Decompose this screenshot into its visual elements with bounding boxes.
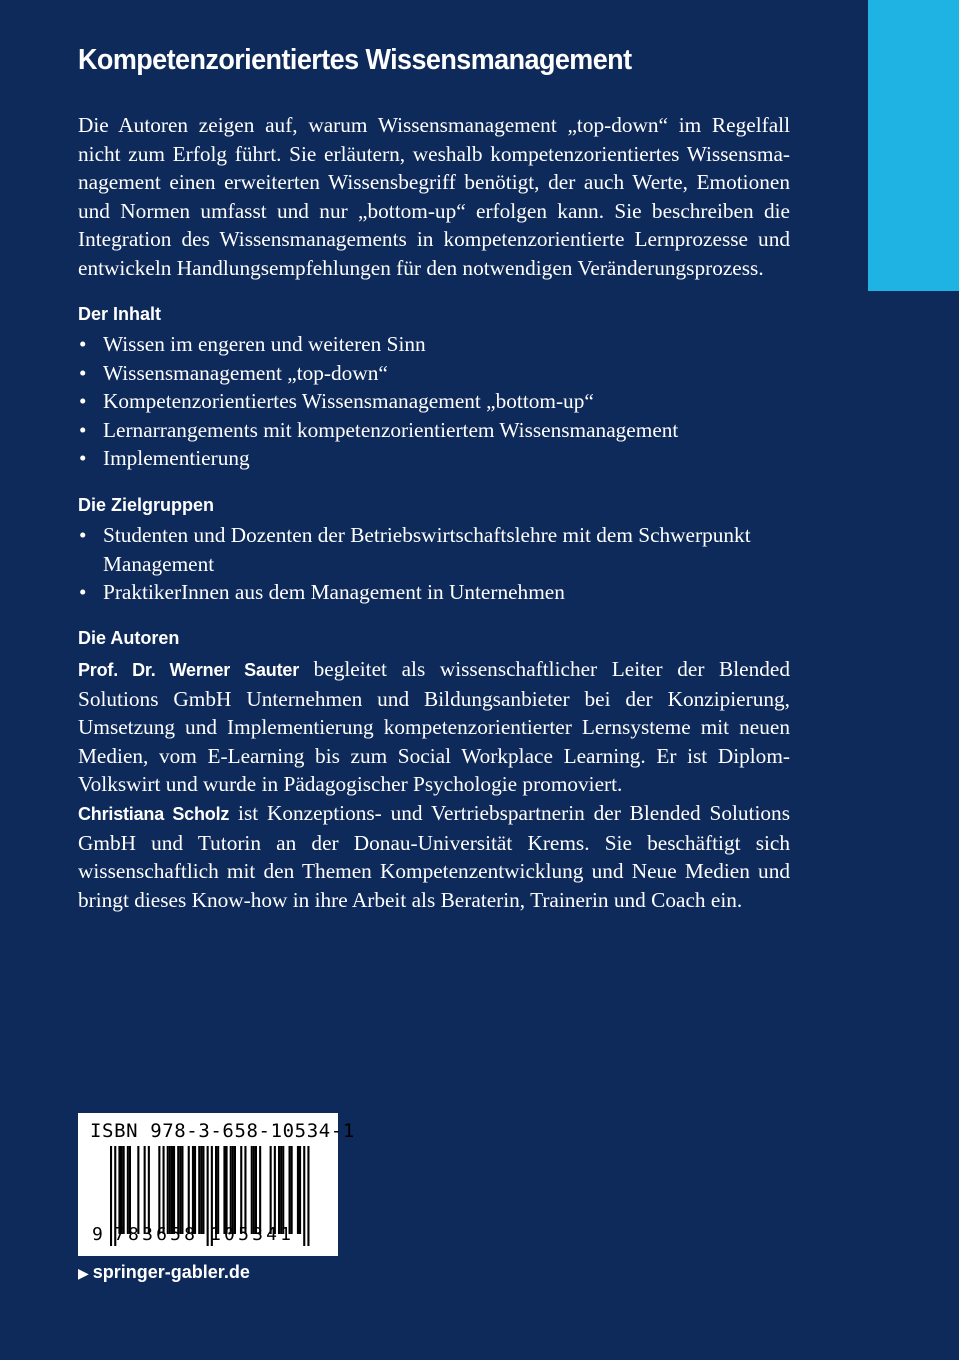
barcode-bar	[148, 1146, 150, 1234]
barcode-bar	[202, 1146, 204, 1234]
barcode-bar	[194, 1146, 196, 1234]
barcode-bar	[307, 1146, 309, 1246]
inhalt-heading: Der Inhalt	[78, 304, 162, 324]
bullet-icon: •	[79, 523, 87, 547]
author-paragraph-scholz	[78, 799, 790, 914]
list-item	[78, 521, 790, 578]
list-item-text: Lernarrangements mit kompetenzorientiertem Wissensmanagement	[103, 417, 679, 442]
list-item	[78, 416, 790, 445]
triangle-right-icon: ▶	[78, 1265, 89, 1281]
zielgruppen-heading: Die Zielgruppen	[78, 495, 215, 515]
bullet-icon: •	[79, 360, 87, 385]
author-bio: ist Konzeptions- und Vertriebspartnerin der Blended Solutions GmbH und Tutorin an der Donau-Universität Krems. Sie beschäftigt sich wissenschaftlich mit den Themen Kompetenzentwicklung und Neue Medien und bringt dieses Know-how in ihre Arbeit als Beraterin, Trainerin und Coach ein.	[78, 800, 790, 912]
list-item-text: Studenten und Dozenten der Betriebswirtschaftslehre mit dem Schwerpunkt Management	[103, 523, 751, 576]
barcode-bar	[110, 1146, 112, 1246]
ean-first-digit: 9	[92, 1224, 103, 1245]
barcode-bar	[253, 1146, 255, 1234]
barcode-bar	[144, 1146, 146, 1234]
barcode-bar	[163, 1146, 165, 1234]
barcode-bar	[251, 1146, 253, 1234]
barcode-bar	[255, 1146, 257, 1234]
inhalt-list	[78, 330, 790, 473]
barcode-bar	[291, 1146, 293, 1234]
barcode-bar	[200, 1146, 202, 1234]
barcode-bar	[232, 1146, 234, 1234]
list-item-text: Kompetenzorientiertes Wissensmanagement „bottom-up“	[103, 389, 594, 414]
barcode-bar	[259, 1146, 261, 1234]
barcode-bar	[173, 1146, 175, 1234]
barcode-bar	[303, 1146, 305, 1246]
barcode-bar	[270, 1146, 272, 1234]
barcode-bar	[171, 1146, 173, 1234]
list-item-text: Wissen im engeren und weiteren Sinn	[103, 332, 426, 356]
autoren-heading: Die Autoren	[78, 628, 180, 648]
barcode-bar	[158, 1146, 160, 1234]
bullet-icon: •	[79, 580, 87, 605]
barcode-bar	[289, 1146, 291, 1234]
list-item-text: PraktikerInnen aus dem Management in Unternehmen	[103, 580, 565, 605]
barcode-bar	[123, 1146, 125, 1234]
author-name: Christiana Scholz	[78, 803, 230, 824]
publisher-link-text: springer-gabler.de	[92, 1262, 250, 1282]
list-item	[78, 444, 790, 473]
barcode-bar	[274, 1146, 276, 1234]
bullet-icon: •	[79, 389, 87, 414]
isbn-label: ISBN 978-3-658-10534-1	[90, 1120, 355, 1142]
barcode-bar	[278, 1146, 280, 1234]
barcode-bar	[226, 1146, 228, 1234]
barcode-bar	[280, 1146, 282, 1234]
page-title: Kompetenzorientiertes Wissensmanagement	[78, 44, 632, 76]
barcode-bar	[234, 1146, 236, 1234]
barcode-bar	[198, 1146, 200, 1234]
list-item	[78, 330, 790, 359]
barcode-bar	[297, 1146, 299, 1234]
barcode-bar	[299, 1146, 301, 1234]
barcode-bar	[137, 1146, 139, 1234]
barcode-bar	[230, 1146, 232, 1234]
barcode-bar	[282, 1146, 284, 1234]
author-bio: begleitet als wissenschaftlicher Leiter der Blended Solutions GmbH Unternehmen und Bildungsanbieter bei der Konzipierung, Umsetzung und Implementierung kompetenzorientierter Lernsysteme mit neuen Medien, vom E-Learning bis zum Social Workplace Learning. Er ist Diplom-Volkswirt und wurde in Pädagogischer Psychologie promoviert.	[78, 657, 790, 797]
intro-text: Die Autoren zeigen auf, warum Wissensmanagement „top-down“ im Regelfall nicht zum Erfolg führt. Sie erläutern, weshalb kompetenzorientiertes Wissensmanagement einen erweiterten Wissensbegriff benötigt, der auch Werte, Emotionen und Normen umfasst und nur „bottom-up“ erfolgen kann. Sie beschreiben die Integration des Wissensmanagements in kompetenzorientierte Lernprozesse und entwickeln Handlungsempfehlungen für den notwendigen Veränderungsprozess.	[78, 113, 790, 280]
barcode-bar	[215, 1146, 217, 1234]
barcode-bar	[188, 1146, 190, 1234]
barcode-bar	[167, 1146, 169, 1234]
list-item-text: Implementierung	[103, 446, 250, 471]
author-name: Prof. Dr. Werner Sauter	[78, 660, 300, 680]
barcode-bar	[127, 1146, 129, 1234]
barcode-bar	[118, 1146, 120, 1234]
list-item-text: Wissensmanagement „top-down“	[103, 360, 388, 385]
barcode-bar	[223, 1146, 225, 1234]
barcode-bar	[240, 1146, 242, 1234]
barcode-bar	[121, 1146, 123, 1234]
barcode-bar	[129, 1146, 131, 1234]
list-item	[78, 387, 790, 416]
zielgruppen-list	[78, 521, 790, 607]
isbn-barcode-box	[78, 1113, 355, 1256]
bullet-icon: •	[79, 417, 87, 442]
author-paragraph-sauter	[78, 655, 790, 799]
barcode-bar	[207, 1146, 209, 1246]
list-item	[78, 359, 790, 388]
barcode-bar	[244, 1146, 246, 1234]
intro-paragraph	[78, 111, 790, 283]
accent-bar	[868, 0, 959, 291]
list-item	[78, 578, 790, 607]
barcode-bar	[177, 1146, 179, 1234]
ean-left-group: 783658	[114, 1224, 199, 1245]
barcode-bar	[169, 1146, 171, 1234]
bullet-icon: •	[79, 446, 87, 471]
barcode-bar	[179, 1146, 181, 1234]
ean-right-group: 105341	[210, 1224, 295, 1245]
barcode-bar	[181, 1146, 183, 1234]
bullet-icon: •	[79, 332, 87, 356]
barcode-bar	[192, 1146, 194, 1234]
authors-section	[78, 655, 790, 914]
publisher-link[interactable]	[78, 1262, 250, 1283]
barcode-bar	[217, 1146, 219, 1234]
